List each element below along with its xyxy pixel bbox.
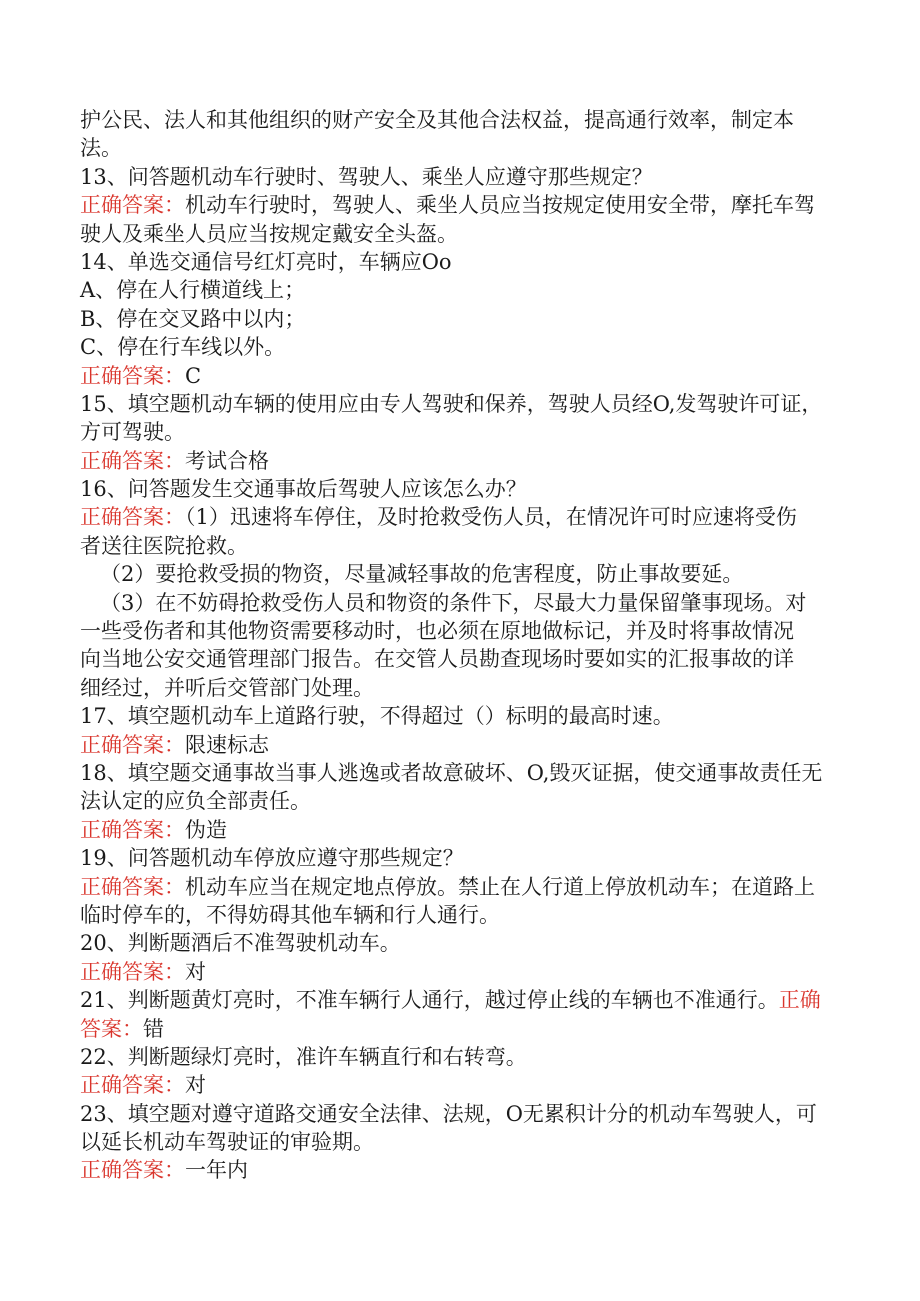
answer-label: 答案： [80, 1016, 143, 1041]
answer-label: 正确答案： [80, 193, 185, 218]
text-span: 对 [185, 959, 206, 984]
text-span: 21、判断题黄灯亮时，不准车辆行人通行，越过停止线的车辆也不准通行。 [80, 988, 779, 1013]
answer-label: 正确答案： [80, 1073, 185, 1098]
text-span: B、停在交叉路中以内； [80, 306, 306, 331]
text-line [80, 1156, 850, 1184]
text-line [80, 220, 850, 248]
text-span: 考试合格 [185, 448, 269, 473]
text-line [80, 731, 850, 759]
text-line [80, 560, 850, 588]
text-line [80, 163, 850, 191]
text-span: （3）在不妨碍抢救受伤人员和物资的条件下，尽最大力量保留肇事现场。对 [100, 590, 807, 615]
text-span: （2）要抢救受损的物资，尽量减轻事故的危害程度，防止事故要延。 [100, 562, 744, 587]
text-line [80, 844, 850, 872]
text-line [80, 191, 850, 219]
text-span: 22、判断题绿灯亮时，准许车辆直行和右转弯。 [80, 1044, 527, 1069]
text-line [80, 362, 850, 390]
answer-label: 正确答案： [80, 505, 185, 530]
text-line [80, 929, 850, 957]
text-line [80, 986, 850, 1014]
text-line [80, 702, 850, 730]
text-span: 法认定的应负全部责任。 [80, 789, 311, 814]
text-line [80, 276, 850, 304]
text-line [80, 447, 850, 475]
text-line [80, 503, 850, 531]
text-span: C、停在行车线以外。 [80, 335, 286, 360]
text-span: 19、问答题机动车停放应遵守那些规定？ [80, 846, 464, 871]
text-span: 法。 [80, 136, 122, 161]
answer-label: 正确答案： [80, 363, 185, 388]
answer-label: 正确答案： [80, 448, 185, 473]
text-span: 向当地公安交通管理部门报告。在交管人员勘查现场时要如实的汇报事故的详 [80, 647, 794, 672]
text-span: 驶人及乘坐人员应当按规定戴安全头盔。 [80, 221, 458, 246]
text-line [80, 589, 850, 617]
text-span: 伪造 [185, 817, 227, 842]
text-span: （1）迅速将车停住，及时抢救受伤人员，在情况许可时应速将受伤 [185, 505, 797, 530]
answer-label: 正确 [778, 988, 821, 1013]
text-span: 15、填空题机动车辆的使用应由专人驾驶和保养，驾驶人员经O,发驾驶许可证， [80, 391, 823, 416]
answer-label: 正确答案： [80, 1158, 185, 1183]
text-line [80, 759, 850, 787]
text-line [80, 532, 850, 560]
text-line [80, 1100, 850, 1128]
text-span: 17、填空题机动车上道路行驶，不得超过（）标明的最高时速。 [80, 704, 674, 729]
text-line [80, 645, 850, 673]
text-line [80, 787, 850, 815]
text-span: 细经过，并听后交管部门处理。 [80, 675, 374, 700]
text-span: 机动车行驶时，驾驶人、乘坐人员应当按规定使用安全带，摩托车驾 [185, 193, 815, 218]
text-span: A、停在人行横道线上； [80, 278, 306, 303]
text-line [80, 333, 850, 361]
text-span: 临时停车的，不得妨碍其他车辆和行人通行。 [80, 902, 500, 927]
answer-label: 正确答案： [80, 817, 185, 842]
text-span: 以延长机动车驾驶证的审验期。 [80, 1130, 374, 1155]
answer-label: 正确答案： [80, 732, 185, 757]
text-line [80, 617, 850, 645]
text-span: 护公民、法人和其他组织的财产安全及其他合法权益，提高通行效率，制定本 [80, 108, 794, 132]
text-span: C [185, 363, 202, 388]
text-line [80, 134, 850, 162]
answer-label: 正确答案： [80, 874, 185, 899]
text-line [80, 390, 850, 418]
text-line [80, 1015, 850, 1043]
text-span: 一些受伤者和其他物资需要移动时，也必须在原地做标记，并及时将事故情况 [80, 619, 794, 644]
text-line [80, 106, 850, 134]
text-line [80, 475, 850, 503]
text-line [80, 248, 850, 276]
text-span: 限速标志 [185, 732, 269, 757]
text-line [80, 674, 850, 702]
text-span: 对 [185, 1073, 206, 1098]
text-line [80, 873, 850, 901]
text-span: 23、填空题对遵守道路交通安全法律、法规，O无累积计分的机动车驾驶人，可 [80, 1101, 817, 1126]
text-span: 错 [143, 1016, 164, 1041]
text-span: 机动车应当在规定地点停放。禁止在人行道上停放机动车；在道路上 [185, 874, 815, 899]
text-span: 14、单选交通信号红灯亮时，车辆应Oo [80, 249, 452, 274]
text-line [80, 1043, 850, 1071]
text-line [80, 958, 850, 986]
text-span: 者送往医院抢救。 [80, 533, 248, 558]
text-line [80, 1128, 850, 1156]
text-span: 一年内 [185, 1158, 248, 1183]
text-span: 20、判断题酒后不准驾驶机动车。 [80, 931, 401, 956]
text-line [80, 305, 850, 333]
text-span: 方可驾驶。 [80, 420, 185, 445]
answer-label: 正确答案： [80, 959, 185, 984]
text-span: 18、填空题交通事故当事人逃逸或者故意破坏、O,毁灭证据，使交通事故责任无 [80, 760, 823, 785]
text-span: 16、问答题发生交通事故后驾驶人应该怎么办？ [80, 477, 527, 502]
text-span: 13、问答题机动车行驶时、驾驶人、乘坐人应遵守那些规定？ [80, 164, 653, 189]
text-line [80, 816, 850, 844]
text-line [80, 901, 850, 929]
text-line [80, 1071, 850, 1099]
document-body [80, 106, 850, 1185]
text-line [80, 418, 850, 446]
